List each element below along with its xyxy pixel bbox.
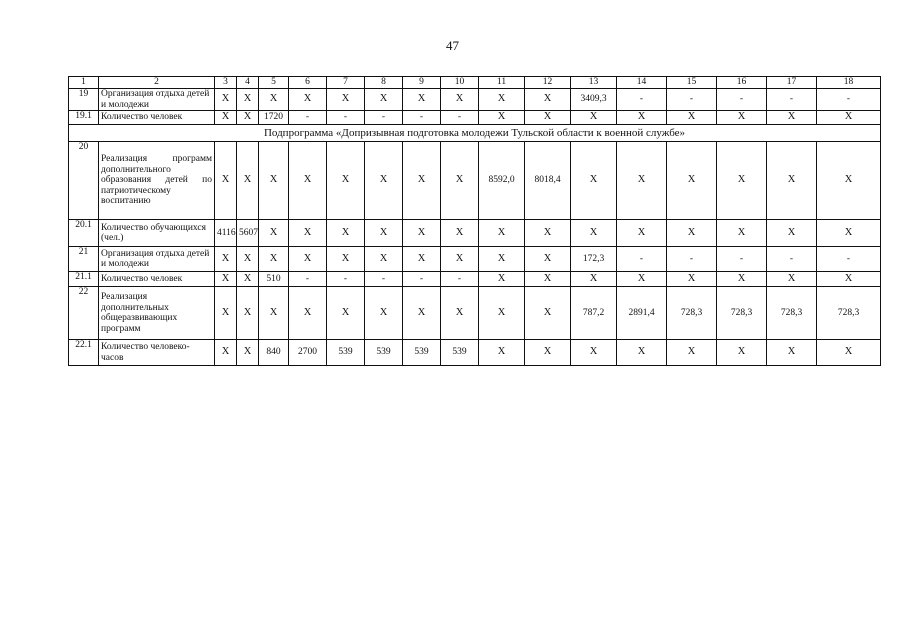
table-cell: X: [215, 89, 237, 111]
row-name: Организация отдыха детей и молодежи: [99, 247, 215, 272]
table-cell: X: [617, 272, 667, 287]
subprogram-title: Подпрограмма «Допризывная подготовка молодежи Тульской области к военной службе»: [69, 125, 881, 142]
table-row: [69, 287, 881, 340]
table-cell: X: [259, 287, 289, 340]
row-number: 19: [69, 89, 99, 111]
table-cell: -: [667, 89, 717, 111]
table-cell: X: [525, 340, 571, 366]
table-cell: 2891,4: [617, 287, 667, 340]
table-cell: X: [327, 247, 365, 272]
row-name: Количество обучающихся (чел.): [99, 220, 215, 247]
table-cell: X: [259, 220, 289, 247]
table-cell: X: [237, 340, 259, 366]
table-cell: X: [441, 142, 479, 220]
table-cell: X: [403, 142, 441, 220]
table-cell: -: [365, 111, 403, 125]
table-cell: X: [289, 247, 327, 272]
table-cell: X: [403, 220, 441, 247]
table-cell: -: [817, 247, 881, 272]
table-cell: -: [617, 247, 667, 272]
table-cell: -: [289, 111, 327, 125]
table-cell: X: [215, 142, 237, 220]
row-name: Количество человеко-часов: [99, 340, 215, 366]
table-cell: 510: [259, 272, 289, 287]
table-row: [69, 340, 881, 366]
table-cell: X: [215, 340, 237, 366]
table-cell: X: [479, 247, 525, 272]
table-cell: -: [767, 89, 817, 111]
table-cell: X: [617, 340, 667, 366]
table-cell: X: [617, 111, 667, 125]
table-cell: X: [617, 220, 667, 247]
table-cell: 787,2: [571, 287, 617, 340]
indicators-table: [68, 76, 881, 366]
table-row: [69, 142, 881, 220]
table-cell: X: [479, 287, 525, 340]
table-cell: X: [817, 220, 881, 247]
row-number: 19.1: [69, 111, 99, 125]
table-cell: X: [237, 142, 259, 220]
table-cell: -: [817, 89, 881, 111]
row-number: 22.1: [69, 340, 99, 366]
table-cell: -: [667, 247, 717, 272]
row-name: Количество человек: [99, 111, 215, 125]
table-cell: X: [667, 220, 717, 247]
table-cell: X: [365, 142, 403, 220]
header-cell: 2: [99, 77, 215, 89]
table-cell: X: [767, 220, 817, 247]
table-cell: X: [571, 340, 617, 366]
table-cell: 5607: [237, 220, 259, 247]
table-cell: X: [571, 220, 617, 247]
table-row: [69, 89, 881, 111]
table-cell: X: [237, 89, 259, 111]
table-cell: X: [617, 142, 667, 220]
table-cell: 840: [259, 340, 289, 366]
table-cell: -: [289, 272, 327, 287]
table-cell: X: [817, 142, 881, 220]
header-cell: 18: [817, 77, 881, 89]
table-cell: -: [327, 272, 365, 287]
row-number: 21: [69, 247, 99, 272]
table-cell: X: [327, 220, 365, 247]
table-cell: X: [479, 111, 525, 125]
table-cell: X: [767, 111, 817, 125]
table-cell: 4116: [215, 220, 237, 247]
table-cell: 539: [403, 340, 441, 366]
table-row: [69, 111, 881, 125]
table-cell: X: [215, 287, 237, 340]
header-cell: 4: [237, 77, 259, 89]
header-cell: 1: [69, 77, 99, 89]
table-cell: -: [717, 89, 767, 111]
table-row: [69, 272, 881, 287]
table-cell: X: [525, 272, 571, 287]
table-cell: -: [365, 272, 403, 287]
table-cell: X: [767, 142, 817, 220]
table-cell: X: [525, 247, 571, 272]
header-cell: 7: [327, 77, 365, 89]
table-cell: 728,3: [717, 287, 767, 340]
table-cell: X: [327, 89, 365, 111]
table-cell: X: [817, 340, 881, 366]
table-cell: -: [767, 247, 817, 272]
table-cell: X: [237, 287, 259, 340]
table-cell: X: [667, 142, 717, 220]
row-number: 20: [69, 142, 99, 220]
table-cell: X: [215, 111, 237, 125]
table-cell: X: [327, 287, 365, 340]
table-cell: X: [817, 111, 881, 125]
header-cell: 11: [479, 77, 525, 89]
table-cell: X: [479, 220, 525, 247]
table-cell: 3409,3: [571, 89, 617, 111]
table-cell: X: [365, 287, 403, 340]
row-number: 21.1: [69, 272, 99, 287]
table-cell: X: [441, 89, 479, 111]
table-cell: -: [617, 89, 667, 111]
table-cell: X: [717, 272, 767, 287]
row-name: Организация отдыха детей и молодежи: [99, 89, 215, 111]
table-cell: 539: [441, 340, 479, 366]
table-cell: 8018,4: [525, 142, 571, 220]
table-cell: X: [259, 89, 289, 111]
table-cell: -: [441, 272, 479, 287]
table-cell: X: [289, 220, 327, 247]
table-cell: -: [403, 272, 441, 287]
table-cell: X: [479, 340, 525, 366]
table-cell: X: [571, 272, 617, 287]
header-cell: 5: [259, 77, 289, 89]
table-cell: X: [259, 142, 289, 220]
table-cell: 8592,0: [479, 142, 525, 220]
table-cell: X: [767, 340, 817, 366]
row-name: Количество человек: [99, 272, 215, 287]
header-cell: 9: [403, 77, 441, 89]
table-cell: X: [237, 111, 259, 125]
header-cell: 16: [717, 77, 767, 89]
table-cell: X: [441, 287, 479, 340]
table-cell: X: [365, 247, 403, 272]
table-cell: X: [571, 142, 617, 220]
table-cell: X: [667, 111, 717, 125]
header-cell: 10: [441, 77, 479, 89]
header-cell: 13: [571, 77, 617, 89]
table-cell: X: [365, 89, 403, 111]
table-cell: X: [215, 247, 237, 272]
table-cell: X: [525, 111, 571, 125]
table-cell: X: [525, 220, 571, 247]
table-row: [69, 247, 881, 272]
header-cell: 17: [767, 77, 817, 89]
page-number: 47: [446, 38, 459, 53]
table-cell: X: [403, 247, 441, 272]
table-cell: X: [237, 247, 259, 272]
table-cell: X: [403, 89, 441, 111]
table-cell: 172,3: [571, 247, 617, 272]
table-cell: 728,3: [667, 287, 717, 340]
table-cell: X: [571, 111, 617, 125]
subprogram-row: [69, 125, 881, 142]
table-cell: -: [327, 111, 365, 125]
table-cell: -: [403, 111, 441, 125]
table-cell: X: [817, 272, 881, 287]
row-name: Реализация программ дополнительного образования детей по патриотическому воспитанию: [99, 142, 215, 220]
row-number: 22: [69, 287, 99, 340]
table-cell: 539: [365, 340, 403, 366]
header-cell: 12: [525, 77, 571, 89]
table-cell: 728,3: [767, 287, 817, 340]
table-row: [69, 220, 881, 247]
table-cell: X: [667, 272, 717, 287]
table-cell: X: [365, 220, 403, 247]
row-number: 20.1: [69, 220, 99, 247]
table-cell: X: [525, 89, 571, 111]
header-cell: 6: [289, 77, 327, 89]
header-row: [69, 77, 881, 89]
table-cell: -: [717, 247, 767, 272]
row-name: Реализация дополнительных общеразвивающих программ: [99, 287, 215, 340]
table-cell: X: [525, 287, 571, 340]
table-cell: 2700: [289, 340, 327, 366]
table-cell: X: [441, 247, 479, 272]
table-cell: X: [237, 272, 259, 287]
table-cell: X: [717, 111, 767, 125]
table-cell: X: [215, 272, 237, 287]
header-cell: 3: [215, 77, 237, 89]
table-cell: X: [441, 220, 479, 247]
header-cell: 14: [617, 77, 667, 89]
table-cell: 1720: [259, 111, 289, 125]
table-cell: X: [289, 89, 327, 111]
table-cell: 728,3: [817, 287, 881, 340]
table-cell: X: [717, 220, 767, 247]
table-cell: 539: [327, 340, 365, 366]
header-cell: 15: [667, 77, 717, 89]
table-cell: X: [289, 287, 327, 340]
header-cell: 8: [365, 77, 403, 89]
table-cell: -: [441, 111, 479, 125]
table-cell: X: [767, 272, 817, 287]
table-cell: X: [259, 247, 289, 272]
table-cell: X: [717, 340, 767, 366]
table-cell: X: [403, 287, 441, 340]
table-cell: X: [479, 272, 525, 287]
table-cell: X: [479, 89, 525, 111]
table-cell: X: [717, 142, 767, 220]
table-cell: X: [667, 340, 717, 366]
table-cell: X: [289, 142, 327, 220]
table-cell: X: [327, 142, 365, 220]
